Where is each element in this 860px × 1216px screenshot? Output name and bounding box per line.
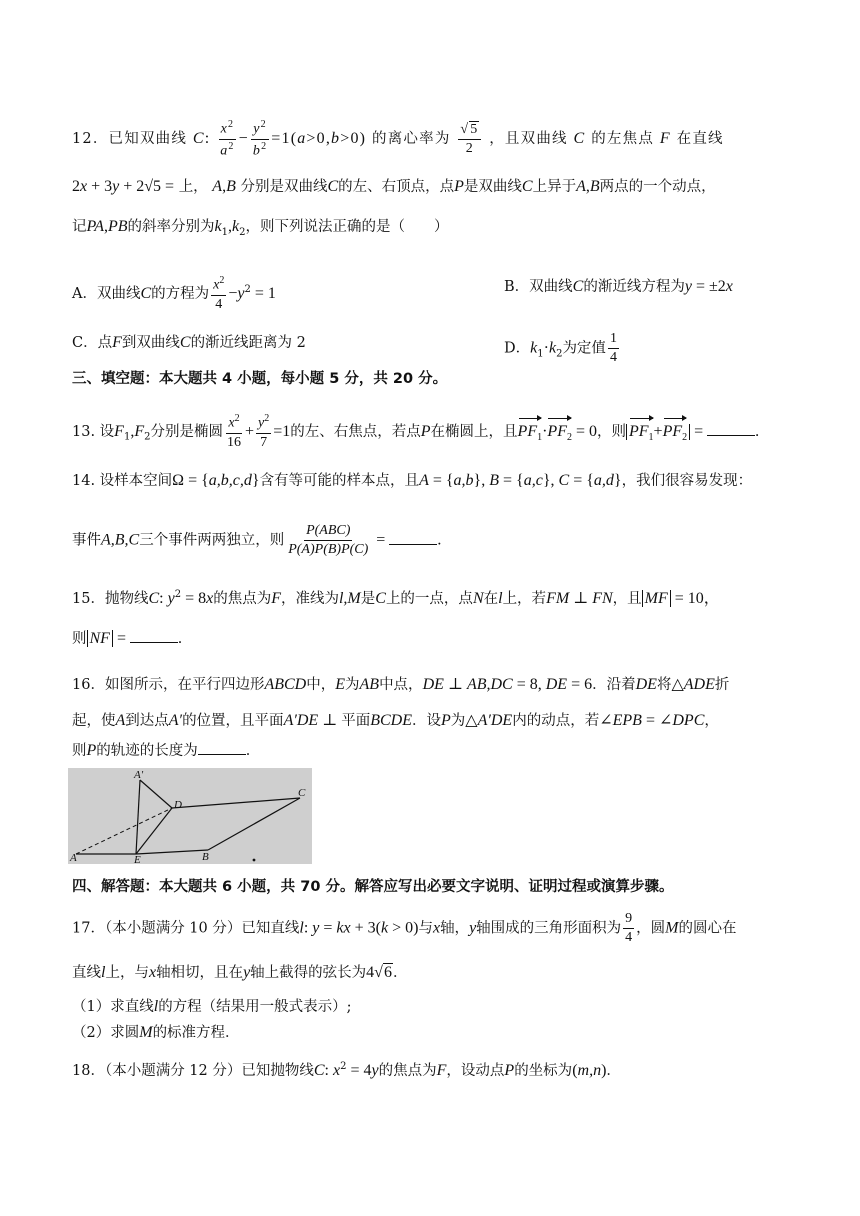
parallelogram-figure bbox=[68, 768, 312, 864]
fraction: $\frac{y^2}{b^2}$ bbox=[252, 119, 268, 159]
section-4-heading: 四、解答题：本大题共 6 小题，共 70 分。解答应写出必要文字说明、证明过程或演算步骤。 bbox=[72, 879, 674, 895]
answer-blank bbox=[198, 740, 246, 755]
answer-blank bbox=[130, 628, 178, 643]
label-a-prime: A′ bbox=[134, 769, 144, 781]
q12-line-2: 2x + 3y + 2√5 = 上， A,B 分别是双曲线C的左、右顶点，点P是双曲线C上异于A,B两点的一个动点， bbox=[72, 178, 716, 195]
option-d: D．$k_1\cdot k_2$为定值 $\frac{1}{4}$ bbox=[504, 331, 617, 365]
q17-line-2: 直线l上，与x轴相切，且在y轴上截得的弦长为4√6． bbox=[72, 964, 408, 981]
q13: 13. 设$F_1,F_2$分别是椭圆 $\frac{x^2}{16}$ + $\frac{y^2}{7}$ =1的左、右焦点，若点P在椭圆上，且$PF_1\cdot PF_2 = 0$，则 $PF_1+PF_2$ = . bbox=[72, 413, 760, 450]
q12-text: 上， bbox=[178, 179, 208, 195]
q12-text: 上异于 bbox=[532, 179, 577, 195]
q12-line-3: 记PA,PB的斜率分别为$k_1,k_2$，则下列说法正确的是（ ） bbox=[72, 218, 449, 238]
answer-blank bbox=[707, 421, 755, 436]
option-a: A．双曲线C的方程为 $\frac{x^2}{4}$ $-y^2 = 1$ bbox=[72, 275, 276, 312]
q16-line-1: 16．如图所示，在平行四边形ABCD中，E为AB中点，DE ⊥ AB,DC = 8, DE = 6．沿着DE将△ADE折 bbox=[72, 676, 730, 693]
edge-ed bbox=[136, 808, 172, 854]
q12-text: 的斜率分别为 bbox=[127, 219, 215, 235]
q14-line-2: 事件A,B,C三个事件两两独立，则 P(ABC) P(A)P(B)P(C) = . bbox=[72, 523, 442, 557]
edge-dc bbox=[172, 798, 300, 808]
label-e: E bbox=[134, 854, 141, 864]
q12-text: 的左、右顶点，点 bbox=[338, 179, 455, 195]
q18: 18．（本小题满分 12 分）已知抛物线C: $x^2 = 4y$的焦点为F，设动点P的坐标为(m,n)． bbox=[72, 1061, 621, 1079]
q12-text: 是双曲线 bbox=[463, 179, 522, 195]
q16-line-2: 起，使A到达点A′的位置，且平面A′DE ⊥ 平面BCDE．设P为△A′DE内的动点，若∠EPB = ∠DPC， bbox=[72, 712, 719, 729]
fraction: $\frac{√5}{2}$ bbox=[458, 123, 481, 156]
q12-text: 在直线 bbox=[676, 131, 724, 148]
label-a: A bbox=[70, 852, 77, 864]
fraction: $\frac{x^2}{a^2}$ bbox=[220, 119, 235, 159]
option-b: B．双曲线C的渐近线方程为y = ±2x bbox=[504, 278, 733, 295]
q12-options-ab bbox=[72, 276, 800, 312]
math: C bbox=[192, 130, 205, 148]
edge-ad-dashed bbox=[76, 808, 172, 854]
q17-line-1: 17．（本小题满分 10 分）已知直线l: y = kx + 3(k > 0)与x轴，y轴围成的三角形面积为 $\frac{9}{4}$ ，圆M的圆心在 bbox=[72, 911, 737, 945]
option-c: C．点F到双曲线C的渐近线距离为 2 bbox=[72, 334, 306, 351]
answer-blank bbox=[389, 530, 437, 545]
q12-line-1: 12．已知双曲线 C: $\frac{x^2}{a^2}$ − $\frac{y^2}{b^2}$ =1(a>0,b>0) 的离心率为 $\frac{√5}{2}$ ，且双曲线 C 的左焦点 F 在直线 bbox=[72, 119, 724, 159]
edge-a-prime-d bbox=[140, 780, 172, 808]
q17-part-1: （1）求直线l的方程（结果用一般式表示）; bbox=[72, 998, 352, 1015]
q14-line-1: 14. 设样本空间Ω = {a,b,c,d}含有等可能的样本点，且A = {a,b}, B = {a,c}, C = {a,d}，我们很容易发现： bbox=[72, 472, 753, 489]
label-c: C bbox=[298, 787, 306, 799]
q16-figure bbox=[68, 768, 312, 864]
q15-line-1: 15．抛物线C: $y^2 = 8x$的焦点为F，准线为l,M是C上的一点，点N在l上，若FM ⊥ FN，且 MF = 10， bbox=[72, 589, 720, 607]
q12-text: ，且双曲线 bbox=[489, 131, 568, 148]
q12-text: 分别是双曲线 bbox=[240, 179, 328, 195]
q12-text: 两点的一个动点， bbox=[599, 179, 716, 195]
q17-part-2: （2）求圆M的标准方程． bbox=[72, 1024, 240, 1041]
section-3-heading: 三、填空题：本大题共 4 小题，每小题 5 分，共 20 分。 bbox=[72, 371, 448, 387]
q16-line-3: 则P的轨迹的长度为 ． bbox=[72, 742, 261, 759]
edge-eb bbox=[136, 850, 208, 854]
q12-options-cd bbox=[72, 331, 800, 365]
edge-a-prime-e bbox=[136, 780, 140, 854]
label-d: D bbox=[174, 799, 182, 811]
q12-text: ，则下列说法正确的是（ ） bbox=[245, 219, 449, 235]
edge-bc bbox=[208, 798, 300, 850]
dot bbox=[253, 859, 256, 862]
q12-text: 记 bbox=[72, 219, 87, 235]
q12-text: 的左焦点 bbox=[591, 131, 655, 148]
q15-line-2: 则 NF = . bbox=[72, 630, 182, 647]
q12-text: 的离心率为 bbox=[372, 131, 451, 148]
q12-text: 12．已知双曲线 bbox=[72, 131, 188, 148]
label-b: B bbox=[202, 851, 209, 863]
